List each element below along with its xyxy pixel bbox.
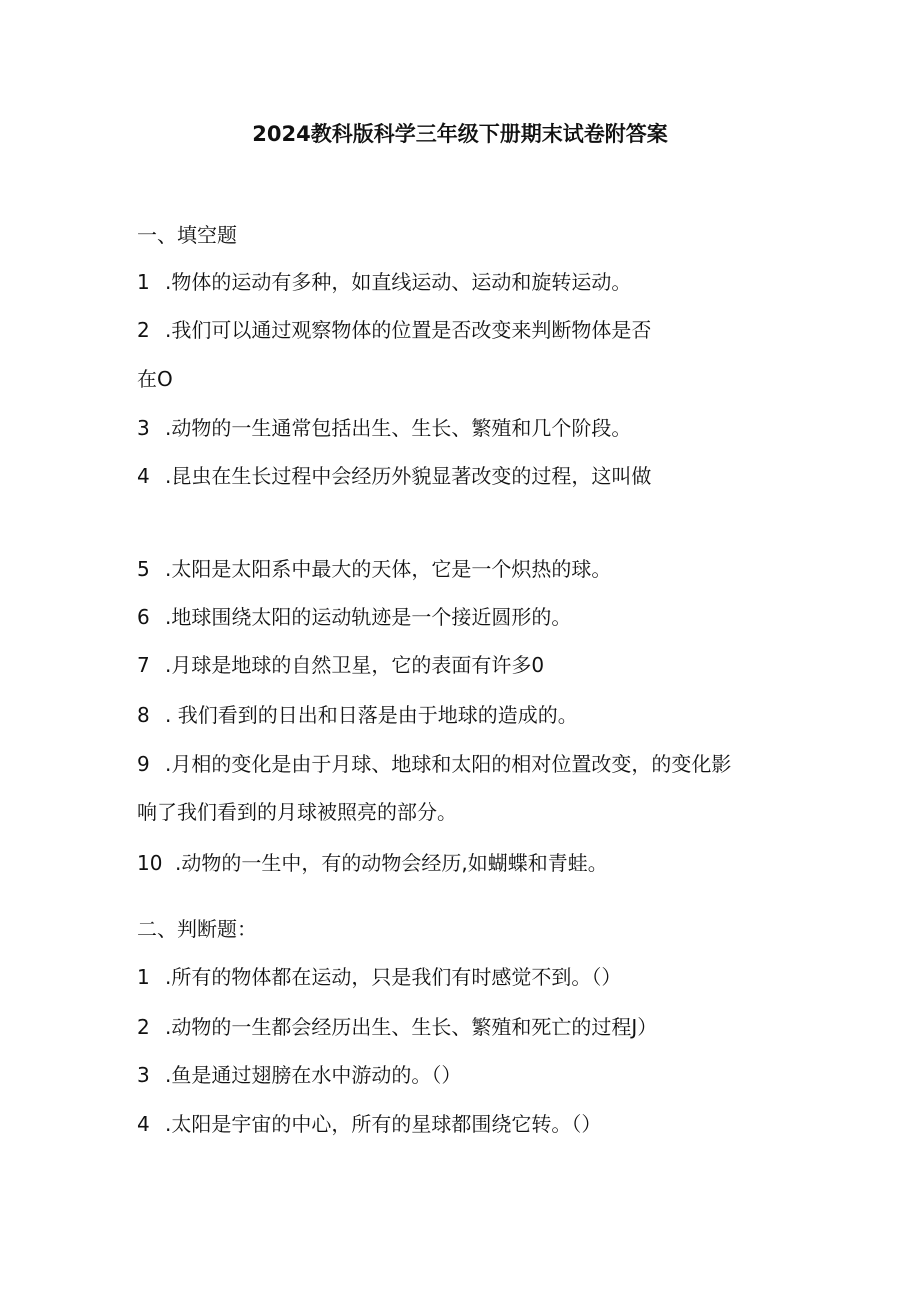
question-number: 1 <box>137 965 150 989</box>
question-item <box>137 848 837 878</box>
question-text: .动物的一生中，有的动物会经历,如蝴蝶和青蛙。 <box>175 851 608 875</box>
question-number: 1 <box>137 270 150 294</box>
question-text: . 我们看到的日出和日落是由于地球的造成的。 <box>165 703 578 727</box>
question-text: .所有的物体都在运动，只是我们有时感觉不到。（） <box>165 965 622 989</box>
question-number: 8 <box>137 703 150 727</box>
question-text: .太阳是太阳系中最大的天体，它是一个炽热的球。 <box>165 557 612 581</box>
question-continuation: 在O <box>137 367 173 391</box>
question-number: 10 <box>137 851 163 875</box>
question-continuation: 响了我们看到的月球被照亮的部分。 <box>137 800 457 824</box>
question-text: .昆虫在生长过程中会经历外貌显著改变的过程，这叫做 <box>165 464 652 488</box>
question-item <box>137 749 837 779</box>
question-text: .物体的运动有多种，如直线运动、运动和旋转运动。 <box>165 270 632 294</box>
section-heading-fill-in: 一、填空题 <box>137 223 237 247</box>
question-text: .鱼是通过翅膀在水中游动的。（） <box>165 1063 462 1087</box>
page-title: 2024教科版科学三年级下册期末试卷附答案 <box>252 122 668 146</box>
question-item <box>137 700 837 730</box>
question-number: 7 <box>137 653 150 677</box>
question-number: 2 <box>137 318 150 342</box>
question-item <box>137 1012 837 1042</box>
question-number: 5 <box>137 557 150 581</box>
question-number: 2 <box>137 1015 150 1039</box>
question-text: .我们可以通过观察物体的位置是否改变来判断物体是否 <box>165 318 652 342</box>
question-number: 6 <box>137 605 150 629</box>
question-item <box>137 315 837 345</box>
question-item <box>137 1109 837 1139</box>
question-item <box>137 267 837 297</box>
question-number: 4 <box>137 464 150 488</box>
question-text: .月相的变化是由于月球、地球和太阳的相对位置改变，的变化影 <box>165 752 732 776</box>
question-text: .月球是地球的自然卫星，它的表面有许多0 <box>165 653 545 677</box>
question-text: .动物的一生都会经历出生、生长、繁殖和死亡的过程J） <box>165 1015 658 1039</box>
question-text: .动物的一生通常包括出生、生长、繁殖和几个阶段。 <box>165 416 632 440</box>
question-text: .太阳是宇宙的中心，所有的星球都围绕它转。（） <box>165 1112 602 1136</box>
question-item <box>137 413 837 443</box>
question-text: .地球围绕太阳的运动轨迹是一个接近圆形的。 <box>165 605 572 629</box>
question-item <box>137 602 837 632</box>
question-number: 9 <box>137 752 150 776</box>
question-number: 3 <box>137 1063 150 1087</box>
question-item <box>137 1060 837 1090</box>
question-item <box>137 461 837 491</box>
section-heading-true-false: 二、判断题： <box>137 917 257 941</box>
question-item <box>137 962 837 992</box>
question-number: 4 <box>137 1112 150 1136</box>
question-number: 3 <box>137 416 150 440</box>
question-item <box>137 554 837 584</box>
question-item <box>137 650 837 680</box>
